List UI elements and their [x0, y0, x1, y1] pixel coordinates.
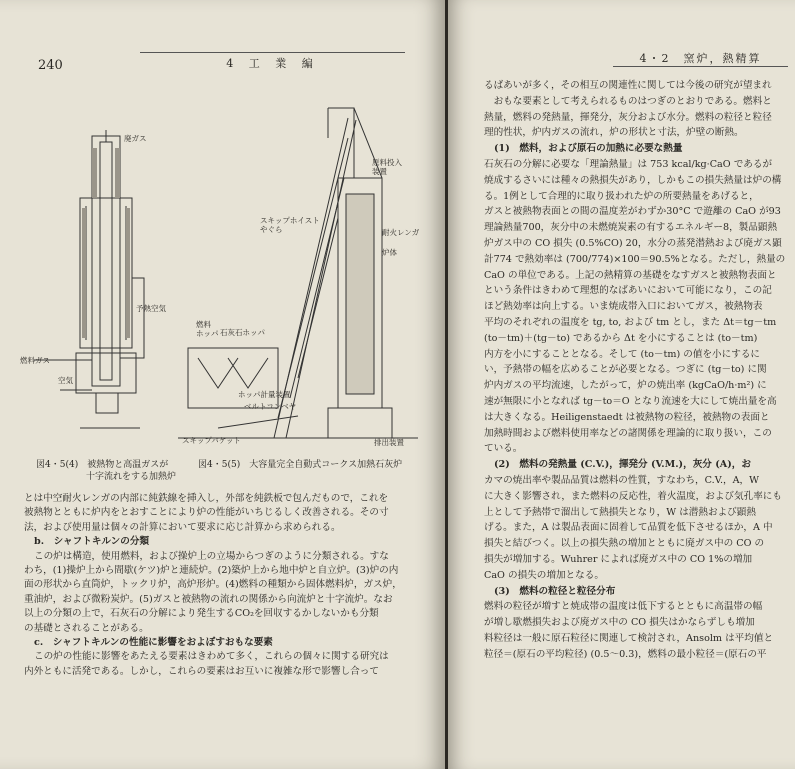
paragraph-line: という条件はきわめて理想的なばあいにおいて可能になり，この記 — [484, 285, 772, 297]
paragraph-line: わち，(1)操炉上から間歇(ケツ)炉と連続炉。(2)築炉上から地中炉と自立炉。(3)炉の内 — [24, 565, 399, 577]
paragraph-line: るばあいが多く，その相互の関連性に関しては今後の研究が望まれ — [484, 80, 772, 91]
figure-caption-4-5-4-line1: 図4・5(4) 被熱物と高温ガスが — [36, 460, 169, 470]
paragraph-line: は大きくなる。Heiligenstaedt は被熱物の粒径，被熱物の表面と — [484, 411, 770, 423]
label-mixer: ホッパ計量装置 — [238, 390, 291, 399]
paragraph-line: 料粒径は一般に原石粒径に関連して検討され，Ansolm は平均値と — [484, 632, 774, 644]
paragraph-line: 被熱物とともに炉内をとおすことにより炉の性能がいちじるしく改善される。その寸 — [24, 507, 389, 519]
heating-chamber — [80, 198, 132, 348]
paragraph-line: 内方を小にすることとなる。そして (to－tm) の値を小にするに — [484, 348, 761, 360]
page-number: 240 — [38, 58, 63, 73]
paragraph-line: 速が無限に小となれば tg－to＝O となり流速を大にして焼出量を高 — [484, 395, 777, 407]
paragraph-line: 法，および使用量は個々の計算において要求に応じ計算から求められる。 — [24, 521, 341, 533]
paragraph-line: (to－tm)＋(tg－to) であるから Δt を小にすることは (to－tm) — [484, 332, 758, 344]
paragraph-line: CaO の単位である。上記の熱精算の基礎をなすガスと被熱物表面と — [484, 269, 777, 281]
paragraph-line: 理論熱量700，灰分中の未燃焼炭素の有するエネルギー8，製品顕熱 — [484, 222, 778, 234]
label-preheat-air: 予熱空気 — [136, 304, 166, 313]
label-skip-bucket: スキップバケット — [182, 436, 241, 445]
label-air: 空気 — [58, 376, 73, 385]
paragraph-line: る。1例として合理的に取り扱われた炉の所要熱量をあげると， — [484, 190, 759, 202]
paragraph-line: 損失が増加する。Wuhrer によれば廃ガス中の CO 1%の増加 — [484, 553, 753, 565]
running-head-left: 4 工 業 編 — [140, 52, 405, 69]
paragraph-line: この炉の性能に影響をあたえる要素はきわめて多く，これらの個々に関する研究は — [34, 651, 389, 663]
figure-4-5-5 — [178, 98, 418, 458]
cross-flow-furnace-drawing — [20, 128, 180, 458]
paragraph-line: 炉内ガスの平均流速，したがって，炉の焼出率 (kgCaO/h·m²) に — [484, 380, 767, 392]
paragraph-line: い，予熱帯の幅を広めることが必要となる。つぎに (tg－to) に関 — [484, 364, 767, 376]
label-furnace-body: 炉体 — [382, 248, 397, 257]
paragraph-line: 面の形状から直筒炉，トックリ炉，高炉形炉。(4)燃料の種類から固体燃料炉，ガス炉， — [24, 579, 402, 591]
paragraph-line: 炉ガス中の CO 損失 (0.5%CO) 20，水分の蒸発潜熱および廃ガス顕 — [484, 237, 782, 249]
paragraph-line: に大きく影響され，また燃料の反応性，着火温度，および気孔率にも — [484, 490, 782, 502]
label-firebrick: 耐火レンガ — [382, 228, 420, 237]
paragraph-line: 上として予熱帯で溜出して熱損失となり，W は潜熱および顕熱 — [484, 506, 756, 518]
paragraph-line: カマの焼出率や製品品質は燃料の性質，すなわち，C.V.，A，W — [484, 474, 759, 486]
paragraph-line: 石灰石の分解に必要な「理論熱量」は 753 kcal/kg·CaO であるが — [484, 158, 773, 170]
section-heading-c: c. シャフトキルンの性能に影響をおよぼすおもな要素 — [34, 637, 273, 649]
paragraph-line: ほど熱効率は向上する。いま焼成帯入口においてガス，被熱物表 — [484, 301, 763, 313]
coke-lime-kiln-drawing — [178, 98, 418, 458]
furnace-inner-shaft — [100, 142, 112, 380]
label-raw-inlet: 原料投入 装置 — [372, 158, 402, 176]
paragraph-line: 燃料の粒径が増すと焼成帯の温度は低下するとともに高温帯の幅 — [484, 601, 763, 613]
paragraph-line: 以上の分類の上で，石灰石の分解により発生するCO₂を回収するかしないかも分類 — [24, 608, 379, 620]
label-conveyor: ベルトコンベヤ — [244, 402, 297, 411]
right-body-text — [484, 78, 795, 662]
left-body-text — [24, 492, 434, 679]
hopper-building — [188, 348, 278, 408]
figure-caption-4-5-5: 図4・5(5) 大容量完全自動式コークス加熱石灰炉 — [198, 460, 403, 470]
subsection-heading-1: (1) 燃料，および原石の加熱に必要な熱量 — [494, 143, 683, 155]
paragraph-line: 内外ともに活発である。しかし，これらの要素はお互いに複雑な形で影響し合って — [24, 665, 379, 677]
subsection-heading-2: (2) 燃料の発熱量 (C.V.)，揮発分 (V.M.)，灰分 (A)，お — [494, 459, 751, 471]
section-heading-b: b. シャフトキルンの分類 — [34, 536, 150, 548]
paragraph-line: ている。 — [484, 443, 523, 455]
paragraph-line: 粒径＝(原石の平均粒径) (0.5～0.3)，燃料の最小粒径＝(原石の平 — [484, 648, 767, 660]
paragraph-line: げる。また，A は製品表面に固着して品質を低下させるほか，A 中 — [484, 522, 773, 534]
paragraph-line: とは中空耐火レンガの内部に純鉄線を挿入し，外部を純鉄板で包んだもので，これを — [24, 493, 389, 504]
paragraph-line: の基礎とされることがある。 — [24, 622, 149, 634]
paragraph-line: おもな要素として考えられるものはつぎのとおりである。燃料と — [484, 95, 772, 107]
paragraph-line: 計774 で熱効率は (700/774)×100＝90.5%となる。ただし，熱量の — [484, 253, 786, 265]
figure-4-5-4 — [20, 128, 180, 458]
paragraph-line: 理的性状，炉内ガスの流れ，炉の形状と寸法，炉壁の断熱。 — [484, 127, 744, 139]
paragraph-line: 焼成するさいには種々の熱損失があり，しかもこの損失熱量は炉の構 — [484, 174, 782, 186]
paragraph-line: 熱量，燃料の発熱量，揮発分，灰分および水分。燃料の粒径と粒径 — [484, 111, 772, 123]
label-skip-hoist-tower: スキップホイスト やぐら — [260, 216, 320, 234]
label-exhaust-gas: 廃ガス — [124, 134, 147, 143]
label-discharge: 排出装置 — [374, 438, 404, 447]
running-head-right: 4・2 窯炉，熱精算 — [613, 50, 788, 67]
label-fuel-gas: 燃料ガス — [20, 356, 50, 365]
paragraph-line: ガスと被熱物表面との間の温度差がわずか30°C で遊離の CaO が93 — [484, 206, 781, 218]
paragraph-line: が増し歇燃損失および廃ガス中の CO 損失はかならずしも増加 — [484, 617, 755, 629]
paragraph-line: 重油炉，および微粉炭炉。(5)ガスと被熱物の流れの関係から向流炉と十字流炉。なお — [24, 593, 393, 605]
right-page — [448, 0, 795, 769]
subsection-heading-3: (3) 燃料の粒径と粒径分布 — [494, 585, 616, 597]
paragraph-line: この炉は構造，使用燃料，および操炉上の立場からつぎのように分類される。すな — [34, 550, 389, 562]
paragraph-line: CaO の損失の増加となる。 — [484, 569, 604, 581]
paragraph-line: 加熱時間および燃料使用率などの諸関係を理論的に取り扱い，この — [484, 427, 772, 439]
kiln-lining — [346, 194, 374, 394]
figure-caption-4-5-4-line2: 十字流れをする加熱炉 — [86, 472, 177, 482]
label-fuel-hopper: 燃料 ホッパ — [196, 320, 219, 338]
label-limestone-hopper: 石灰石ホッパ — [220, 328, 265, 337]
paragraph-line: 平均のそれぞれの温度を tg, to, および tm とし，また Δt＝tg－tm — [484, 316, 777, 328]
paragraph-line: 損失と結びつく。以上の損失熱の増加とともに廃ガス中の CO の — [484, 538, 765, 550]
